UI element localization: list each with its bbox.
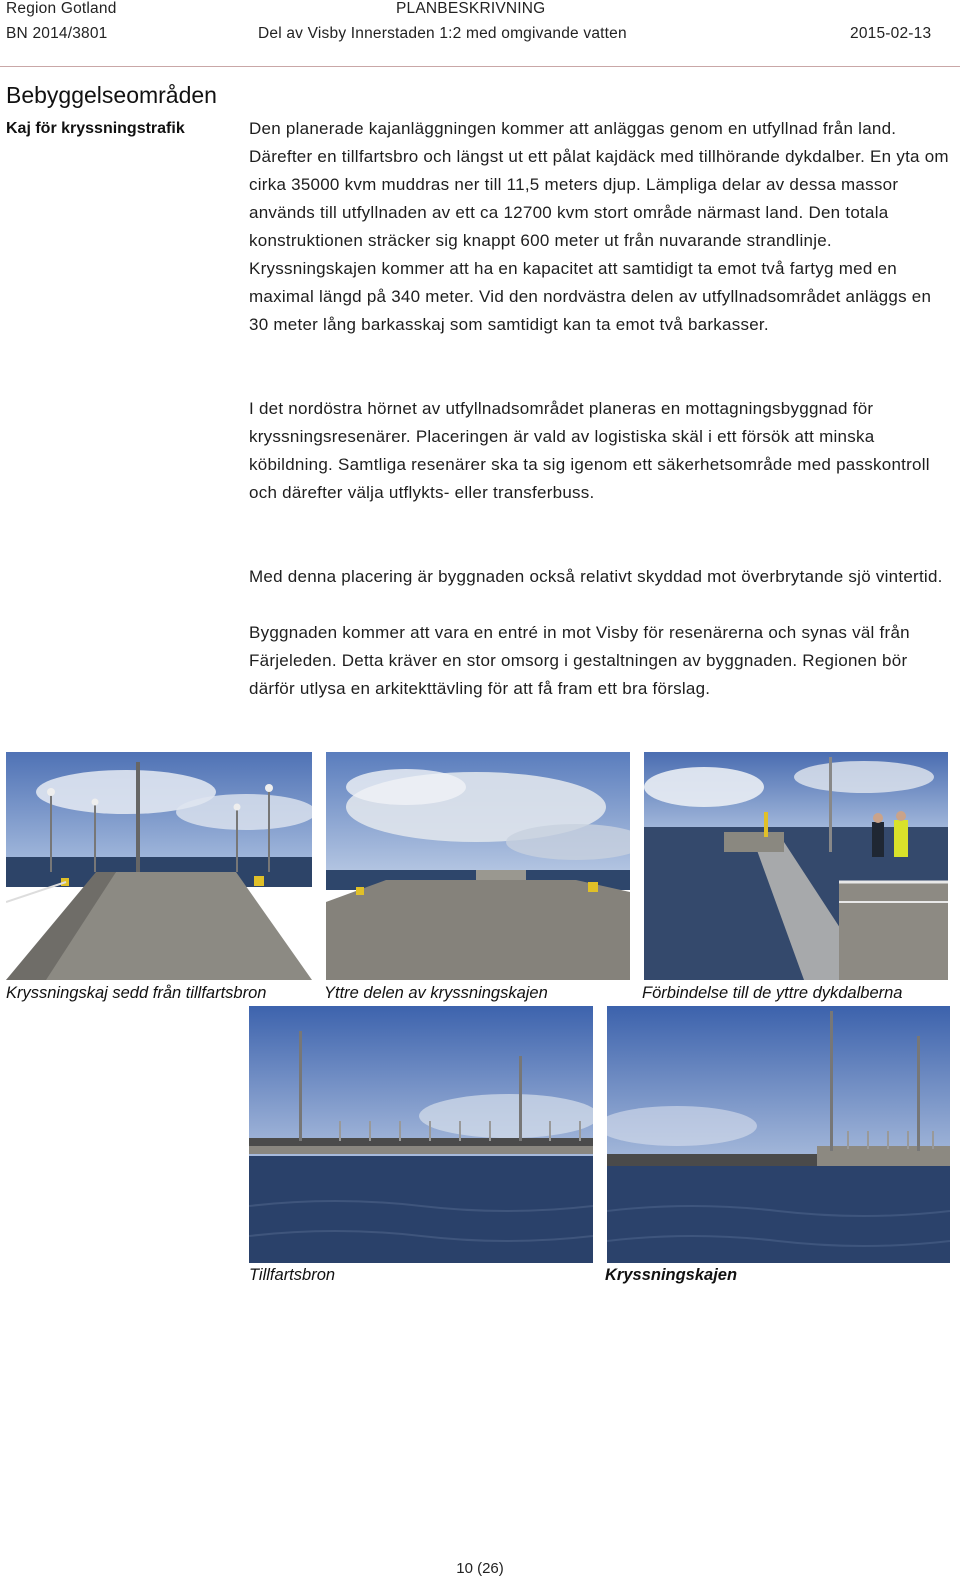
section-title: Bebyggelseområden bbox=[6, 82, 217, 108]
section-subheading: Kaj för kryssningstrafik bbox=[6, 120, 185, 137]
caption-quay-from-bridge: Kryssningskaj sedd från tillfartsbron bbox=[6, 984, 267, 1002]
header-doc-type: PLANBESKRIVNING bbox=[396, 0, 546, 17]
photo-access-bridge bbox=[249, 1006, 593, 1263]
photo-cruise-quay bbox=[607, 1006, 950, 1263]
header-plan-name: Del av Visby Innerstaden 1:2 med omgivande vatten bbox=[258, 25, 627, 42]
paragraph-architecture-competition: Byggnaden kommer att vara en entré in mot Visby för resenärerna och synas väl från Färjeleden. Detta kräver en stor omsorg i gestaltningen av byggnaden. Regionen bör därför utlysa en arkitekttävling för att få fram ett bra förslag. bbox=[249, 623, 910, 698]
photo-quay-from-bridge bbox=[6, 752, 312, 980]
caption-outer-quay: Yttre delen av kryssningskajen bbox=[324, 984, 548, 1002]
caption-dolphin-connection: Förbindelse till de yttre dykdalberna bbox=[642, 984, 903, 1002]
header-date: 2015-02-13 bbox=[850, 25, 932, 42]
page-number: 10 (26) bbox=[456, 1560, 504, 1577]
paragraph-reception-building: I det nordöstra hörnet av utfyllnadsområdet planeras en mottagningsbyggnad för kryssningsresenärer. Placeringen är vald av logistiska skäl i ett försök att minska köbildning. Samtliga resenärer ska ta sig igenom ett säkerhetsområde med passkontroll och därefter välja utflykts- eller transferbuss. bbox=[249, 399, 930, 502]
photo-dolphin-connection bbox=[644, 752, 948, 980]
header-divider bbox=[0, 66, 960, 67]
photo-outer-quay bbox=[326, 752, 630, 980]
header-org: Region Gotland bbox=[6, 0, 117, 17]
caption-access-bridge: Tillfartsbron bbox=[249, 1266, 336, 1284]
caption-cruise-quay: Kryssningskajen bbox=[605, 1266, 738, 1284]
paragraph-sheltered-location: Med denna placering är byggnaden också relativt skyddad mot överbrytande sjö vintertid. bbox=[249, 567, 943, 586]
paragraph-quay-construction: Den planerade kajanläggningen kommer att anläggas genom en utfyllnad från land. Därefter en tillfartsbro och längst ut ett pålat kajdäck med tillhörande dykdalber. En yta om cirka 35000 kvm muddras ner till 11,5 meters djup. Lämpliga delar av dessa massor används till utfyllnaden av ett ca 12700 kvm stort område närmast land. Den totala konstruktionen sträcker sig knappt 600 meter ut från nuvarande strandlinje. Kryssningskajen kommer att ha en kapacitet att samtidigt ta emot två fartyg med en maximal längd på 340 meter. Vid den nordvästra delen av utfyllnadsområdet anläggs en 30 meter lång barkasskaj som samtidigt kan ta emot två barkasser. bbox=[249, 119, 949, 334]
header-case-number: BN 2014/3801 bbox=[6, 25, 108, 42]
